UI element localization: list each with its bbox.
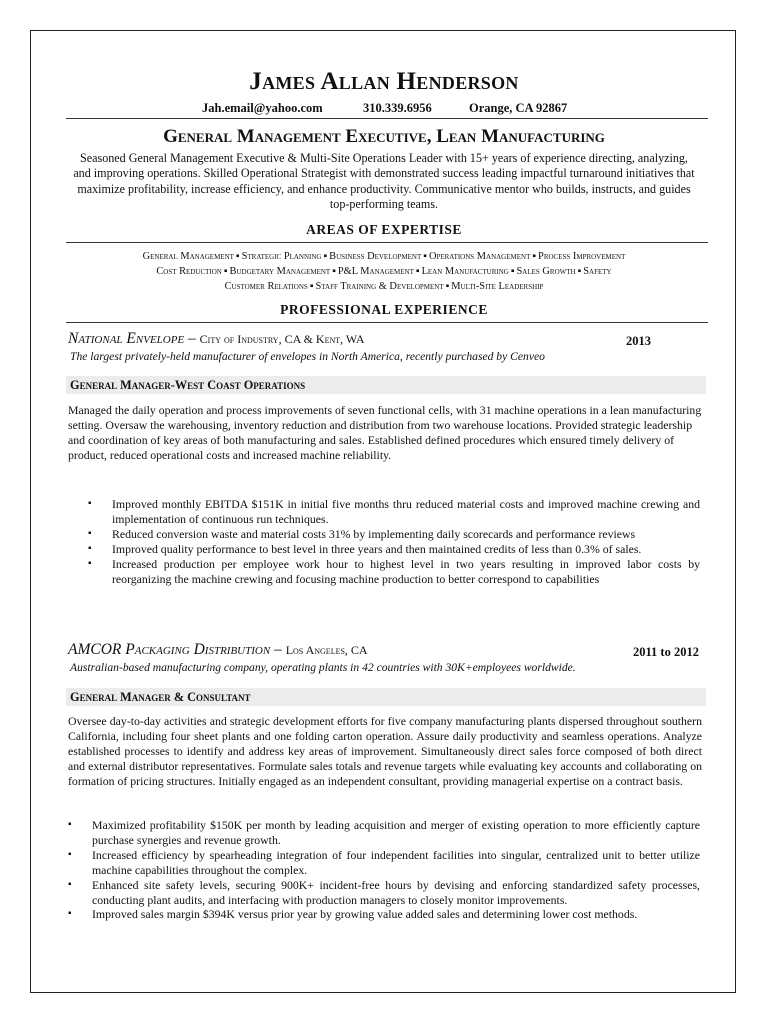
job-2-company: AMCOR Packaging Distribution bbox=[68, 641, 271, 658]
expertise-divider bbox=[66, 242, 708, 243]
list-item: ▪ Increased production per employee work hour to highest level in two years resulting in improved labor costs by reorganizing the machine crewing and focusing machine production to better correspond to capabilities bbox=[88, 557, 700, 587]
experience-title: PROFESSIONAL EXPERIENCE bbox=[280, 302, 488, 317]
job-2-years: 2011 to 2012 bbox=[633, 645, 699, 659]
list-item: ▪ Maximized profitability $150K per month by leading acquisition and merger of existing operation to more efficiently capture purchase synergies and revenue growth. bbox=[68, 818, 700, 848]
job-1-description: Managed the daily operation and process improvements of seven functional cells, with 31 machine operations in a lean manufacturing setting. Oversaw the warehousing, inventory reduction and distribution from two warehouse locations. Provided strategic leadership and coordination of key areas of both manufacturing and sales. Established defined procedures which ensured timely delivery of product, reduced operational costs and increased machine reliability. bbox=[68, 403, 702, 462]
job-2-company-line bbox=[68, 641, 368, 659]
job-2-tagline: Australian-based manufacturing company, operating plants in 42 countries with 30K+employees worldwide. bbox=[70, 661, 576, 674]
job-1-dash: – bbox=[188, 330, 196, 347]
job-1-company-line bbox=[68, 330, 365, 348]
job-2-description: Oversee day-to-day activities and strategic development efforts for five company manufacturing plants dispersed throughout southern California, including four sheet plants and one folding carton operation. Assure daily productivity and seamless operations. Analyze established processes to identify and address key areas of improvement. Simultaneously direct sales force composed of both direct and external distributor representatives. Formulate sales totals and revenue targets while evaluating key accounts and collaborating on formation of pricing structures. Initially engaged as an independent consultant, providing managerial expertise on a contract basis. bbox=[68, 714, 702, 788]
expertise-row-1: General Management ▪ Strategic Planning ▪ Business Development ▪ Operations Management ▪ Process Improvement bbox=[142, 251, 626, 262]
job-2-dash: – bbox=[274, 641, 282, 658]
job-1-achievements bbox=[88, 497, 700, 586]
candidate-name: James Allan Henderson bbox=[249, 68, 519, 95]
job-1-tagline: The largest privately-held manufacturer of envelopes in North America, recently purchased by Cenveo bbox=[70, 350, 545, 363]
list-item: ▪ Increased efficiency by spearheading integration of four independent facilities into singular, centralized unit to better utilize machine capabilities throughout the complex. bbox=[68, 848, 700, 878]
phone: 310.339.6956 bbox=[363, 101, 432, 115]
job-1-years: 2013 bbox=[626, 334, 651, 348]
list-item: ▪ Enhanced site safety levels, securing 900K+ incident-free hours by devising and enforcing standardized safety processes, conducting plant audits, and interfacing with production managers to closely monitor improvements. bbox=[68, 878, 700, 908]
expertise-row-3: Customer Relations ▪ Staff Training & Development ▪ Multi-Site Leadership bbox=[224, 281, 544, 293]
job-1-role: General Manager-West Coast Operations bbox=[70, 378, 306, 392]
expertise-title: AREAS OF EXPERTISE bbox=[306, 222, 462, 237]
job-1-location: City of Industry, CA & Kent, WA bbox=[199, 332, 365, 346]
location: Orange, CA 92867 bbox=[469, 101, 568, 115]
summary: Seasoned General Management Executive & Multi-Site Operations Leader with 15+ years of experience directing, analyzing, and improving operations. Skilled Operational Strategist with demonstrated success leading impactful turnaround initiatives that maximize profitability, increase efficiency, and enhance productivity. Communicative mentor who builds, instructs, and guides top-performing teams. bbox=[73, 151, 695, 212]
job-2-role: General Manager & Consultant bbox=[70, 690, 251, 704]
job-2-location: Los Angeles, CA bbox=[285, 643, 368, 657]
list-item: ▪ Improved sales margin $394K versus prior year by growing value added sales and determining lower cost methods. bbox=[68, 907, 700, 922]
email[interactable]: Jah.email@yahoo.com bbox=[202, 101, 323, 115]
list-item: ▪ Reduced conversion waste and material costs 31% by implementing daily scorecards and performance reviews bbox=[88, 527, 700, 542]
expertise-list bbox=[70, 249, 698, 295]
list-item: ▪ Improved monthly EBITDA $151K in initial five months thru reduced material costs and improved machine crewing and implementation of continuous run techniques. bbox=[88, 497, 700, 527]
job-1-company: National Envelope bbox=[68, 330, 185, 347]
list-item: ▪ Improved quality performance to best level in three years and then maintained credits of less than 0.3% of sales. bbox=[88, 542, 700, 557]
job-2-achievements bbox=[68, 818, 700, 922]
headline: General Management Executive, Lean Manufacturing bbox=[163, 126, 605, 147]
experience-divider bbox=[66, 322, 708, 323]
expertise-row-2: Cost Reduction ▪ Budgetary Management ▪ P&L Management ▪ Lean Manufacturing ▪ Sales Growth ▪ Safety bbox=[156, 266, 612, 278]
header-divider bbox=[66, 118, 708, 119]
